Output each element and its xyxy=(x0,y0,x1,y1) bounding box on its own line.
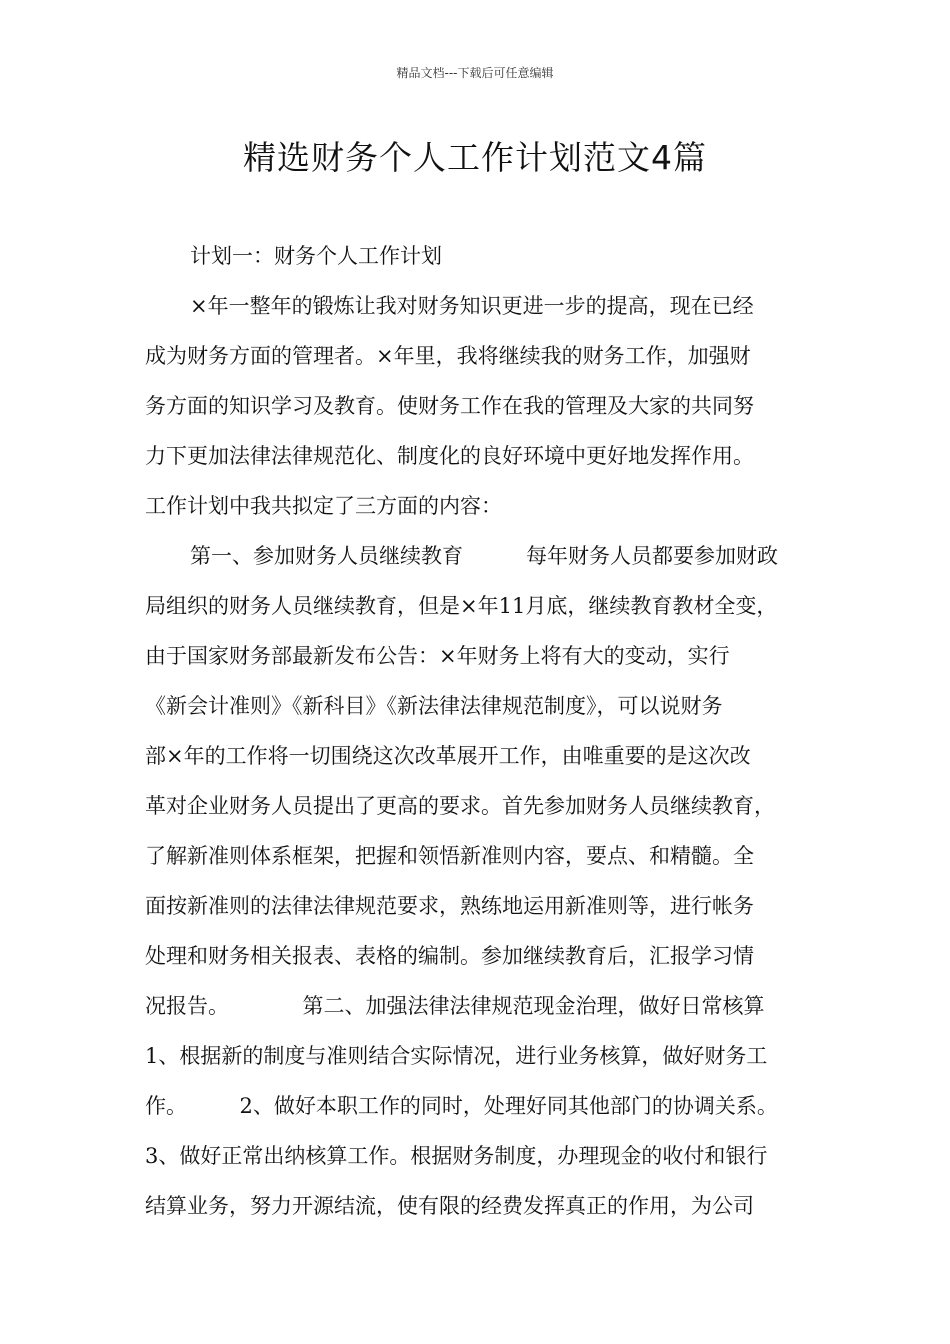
paragraph-line: 了解新准则体系框架，把握和领悟新准则内容，要点、和精髓。全 xyxy=(145,844,754,868)
paragraph-line: ×年一整年的锻炼让我对财务知识更进一步的提高，现在已经 xyxy=(190,294,754,318)
section-heading: 计划一：财务个人工作计划 xyxy=(190,244,442,268)
paragraph-line: 务方面的知识学习及教育。使财务工作在我的管理及大家的共同努 xyxy=(145,394,754,418)
paragraph-line: 革对企业财务人员提出了更高的要求。首先参加财务人员继续教育， xyxy=(145,794,775,818)
paragraph-line: 作。 2、做好本职工作的同时，处理好同其他部门的协调关系。 xyxy=(145,1094,778,1118)
paragraph-line: 3、做好正常出纳核算工作。根据财务制度，办理现金的收付和银行 xyxy=(145,1144,768,1168)
paragraph-line: 第一、参加财务人员继续教育 每年财务人员都要参加财政 xyxy=(190,544,778,568)
paragraph-line: 况报告。 第二、加强法律法律规范现金治理，做好日常核算 xyxy=(145,994,765,1018)
header-note: 精品文档---下载后可任意编辑 xyxy=(396,66,554,80)
paragraph-line: 处理和财务相关报表、表格的编制。参加继续教育后，汇报学习情 xyxy=(145,944,754,968)
paragraph-line: 力下更加法律法律规范化、制度化的良好环境中更好地发挥作用。 xyxy=(145,444,754,468)
paragraph-line: 由于国家财务部最新发布公告：×年财务上将有大的变动，实行 xyxy=(145,644,730,668)
paragraph-line: 工作计划中我共拟定了三方面的内容： xyxy=(145,494,502,518)
paragraph-line: 1、根据新的制度与准则结合实际情况，进行业务核算，做好财务工 xyxy=(145,1044,768,1068)
paragraph-line: 局组织的财务人员继续教育，但是×年11月底，继续教育教材全变， xyxy=(145,594,778,618)
paragraph-line: 成为财务方面的管理者。×年里，我将继续我的财务工作，加强财 xyxy=(145,344,751,368)
paragraph-line: 结算业务，努力开源结流，使有限的经费发挥真正的作用，为公司 xyxy=(145,1194,754,1218)
paragraph-line: 面按新准则的法律法律规范要求，熟练地运用新准则等，进行帐务 xyxy=(145,894,754,918)
paragraph-line: 《新会计准则》《新科目》《新法律法律规范制度》，可以说财务 xyxy=(145,694,723,718)
document-title: 精选财务个人工作计划范文4篇 xyxy=(243,138,707,177)
document-body xyxy=(145,231,805,1231)
paragraph-line: 部×年的工作将一切围绕这次改革展开工作，由唯重要的是这次改 xyxy=(145,744,751,768)
